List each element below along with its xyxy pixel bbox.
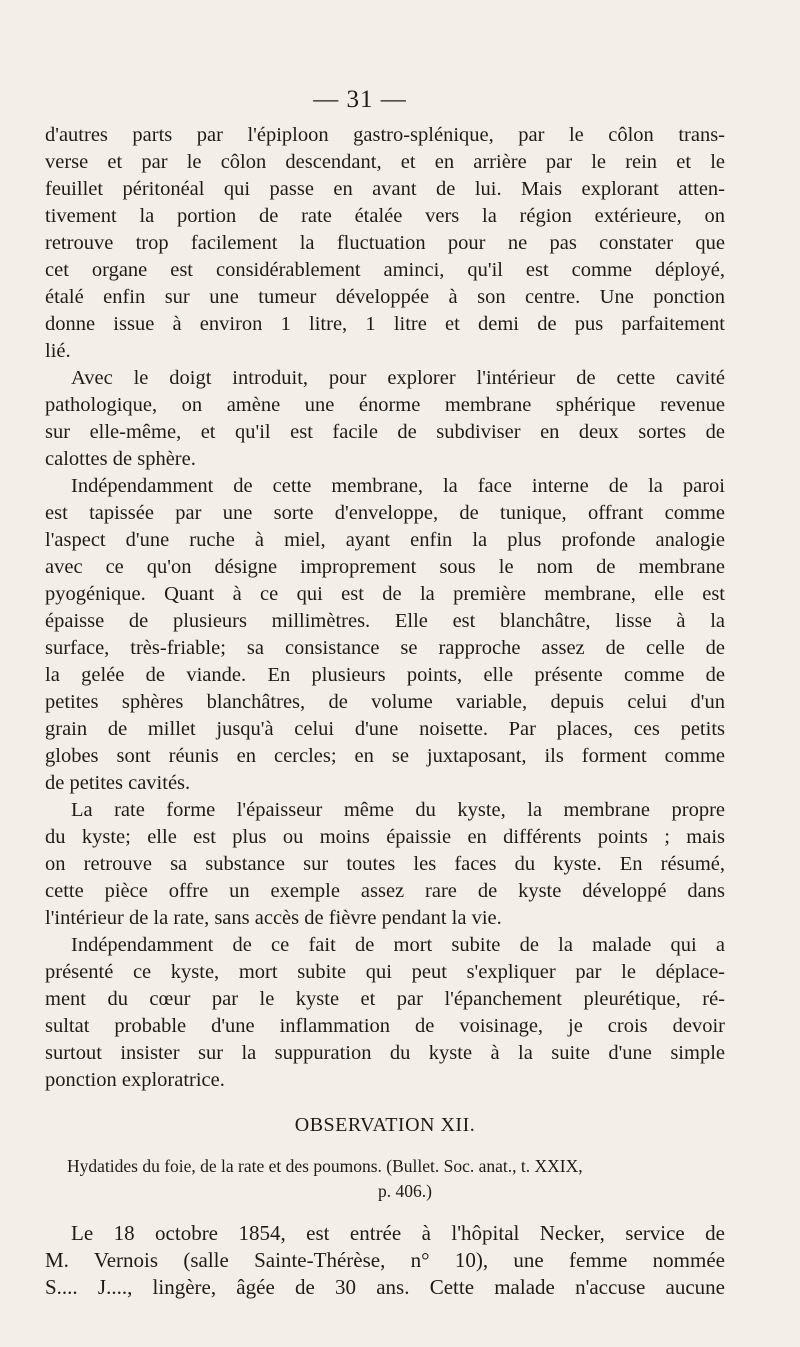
text-line: cette pièce offre un exemple assez rare de kyste développé dans bbox=[45, 880, 725, 902]
body-text bbox=[45, 122, 725, 1301]
text-line: d'autres parts par l'épiploon gastro-splénique, par le côlon trans- bbox=[45, 124, 725, 146]
text-line: pyogénique. Quant à ce qui est de la première membrane, elle est bbox=[45, 583, 725, 605]
text-line: du kyste; elle est plus ou moins épaissie en différents points ; mais bbox=[45, 826, 725, 848]
text-line: présenté ce kyste, mort subite qui peut s'expliquer par le déplace- bbox=[45, 961, 725, 983]
text-line: l'intérieur de la rate, sans accès de fièvre pendant la vie. bbox=[45, 907, 502, 929]
text-line: est tapissée par une sorte d'enveloppe, de tunique, offrant comme bbox=[45, 502, 725, 524]
paragraph bbox=[45, 122, 725, 365]
text-line: sultat probable d'une inflammation de voisinage, je crois devoir bbox=[45, 1015, 725, 1037]
observation-heading: OBSERVATION XII. bbox=[294, 1114, 476, 1136]
text-line: Avec le doigt introduit, pour explorer l'intérieur de cette cavité bbox=[71, 367, 725, 389]
paragraph bbox=[45, 932, 725, 1094]
text-line: pathologique, on amène une énorme membrane sphérique revenue bbox=[45, 394, 725, 416]
text-line: l'aspect d'une ruche à miel, ayant enfin la plus profonde analogie bbox=[45, 529, 725, 551]
text-line: petites sphères blanchâtres, de volume variable, depuis celui d'un bbox=[45, 691, 725, 713]
text-line: de petites cavités. bbox=[45, 772, 191, 794]
text-line: donne issue à environ 1 litre, 1 litre et demi de pus parfaitement bbox=[45, 313, 725, 335]
text-line: grain de millet jusqu'à celui d'une noisette. Par places, ces petits bbox=[45, 718, 725, 740]
text-line: la gelée de viande. En plusieurs points, elle présente comme de bbox=[45, 664, 725, 686]
text-line: étalé enfin sur une tumeur développée à son centre. Une ponction bbox=[45, 286, 725, 308]
text-line: ment du cœur par le kyste et par l'épanchement pleurétique, ré- bbox=[45, 988, 725, 1010]
text-line: surtout insister sur la suppuration du kyste à la suite d'une simple bbox=[45, 1042, 725, 1064]
paragraph bbox=[45, 473, 725, 797]
text-line: Indépendamment de ce fait de mort subite de la malade qui a bbox=[71, 934, 725, 956]
text-line: feuillet péritonéal qui passe en avant de lui. Mais explorant atten- bbox=[45, 178, 725, 200]
text-line: lié. bbox=[45, 340, 71, 362]
text-line: cet organe est considérablement aminci, qu'il est comme déployé, bbox=[45, 259, 725, 281]
observation-source-page: p. 406.) bbox=[378, 1181, 432, 1201]
text-line: M. Vernois (salle Sainte-Thérèse, n° 10), une femme nommée bbox=[45, 1248, 725, 1272]
text-line: S.... J...., lingère, âgée de 30 ans. Cette malade n'accuse aucune bbox=[45, 1275, 725, 1299]
page-number: — 31 — bbox=[313, 86, 407, 113]
text-line: Le 18 octobre 1854, est entrée à l'hôpital Necker, service de bbox=[71, 1221, 725, 1245]
text-line: on retrouve sa substance sur toutes les faces du kyste. En résumé, bbox=[45, 853, 725, 875]
text-line: sur elle-même, et qu'il est facile de subdiviser en deux sortes de bbox=[45, 421, 725, 443]
text-line: surface, très-friable; sa consistance se rapproche assez de celle de bbox=[45, 637, 725, 659]
observation-source: Hydatides du foie, de la rate et des poumons. (Bullet. Soc. anat., t. XXIX, bbox=[67, 1156, 583, 1176]
spacer bbox=[45, 1204, 725, 1220]
text-line: verse et par le côlon descendant, et en arrière par le rein et le bbox=[45, 151, 725, 173]
text-line: Indépendamment de cette membrane, la face interne de la paroi bbox=[71, 475, 725, 497]
paragraph bbox=[45, 365, 725, 473]
paragraph bbox=[45, 1220, 725, 1301]
text-line: avec ce qu'on désigne improprement sous le nom de membrane bbox=[45, 556, 725, 578]
text-line: épaisse de plusieurs millimètres. Elle est blanchâtre, lisse à la bbox=[45, 610, 725, 632]
paragraph bbox=[45, 797, 725, 932]
text-line: ponction exploratrice. bbox=[45, 1069, 225, 1091]
text-line: globes sont réunis en cercles; en se juxtaposant, ils forment comme bbox=[45, 745, 725, 767]
text-line: retrouve trop facilement la fluctuation pour ne pas constater que bbox=[45, 232, 725, 254]
text-line: La rate forme l'épaisseur même du kyste, la membrane propre bbox=[71, 799, 725, 821]
text-line: calottes de sphère. bbox=[45, 448, 196, 470]
text-line: tivement la portion de rate étalée vers la région extérieure, on bbox=[45, 205, 725, 227]
